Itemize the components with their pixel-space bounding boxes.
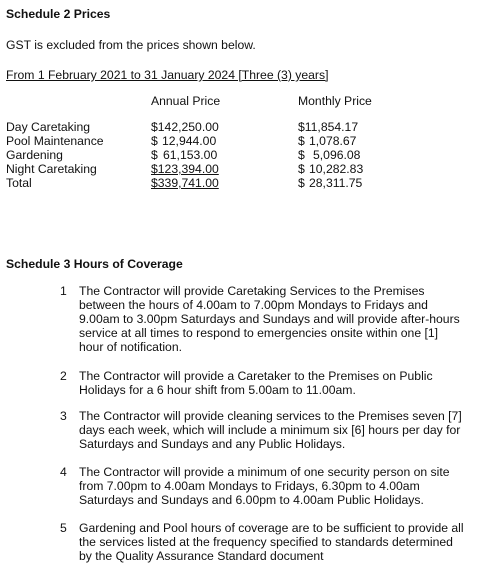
item-text: Gardening and Pool hours of coverage are to be sufficient to provide all the services listed at the frequency specified to standards determined by the Quality Assurance Standard document bbox=[79, 521, 464, 563]
annual-price: $123,394.00 bbox=[151, 162, 219, 176]
item-number: 5 bbox=[60, 521, 67, 535]
item-text: The Contractor will provide Caretaking Services to the Premises between the hours of 4.00am to 7.00pm Mondays to Fridays and 9.00am to 3.00pm Saturdays and Sundays and will provide after-hours service at all times to respond to emergencies onsite within one [1] hour of notification. bbox=[79, 284, 460, 354]
row-label: Day Caretaking bbox=[6, 120, 90, 134]
item-text: The Contractor will provide cleaning services to the Premises seven [7] days each week, which will include a minimum six [6] hours per day for Saturdays and Sundays and any Public Holidays. bbox=[79, 409, 462, 451]
item-number: 3 bbox=[60, 409, 67, 423]
row-label: Gardening bbox=[6, 148, 63, 162]
annual-price: $339,741.00 bbox=[151, 176, 219, 190]
gst-note: GST is excluded from the prices shown below. bbox=[6, 38, 256, 52]
schedule-2-heading: Schedule 2 Prices bbox=[6, 7, 111, 21]
table-row bbox=[0, 120, 479, 134]
item-text: The Contractor will provide a minimum of one security person on site from 7.00pm to 4.00am Mondays to Fridays, 6.30pm to 4.00am Saturdays and Sundays and 6.00pm to 4.00am Public Holidays. bbox=[79, 465, 450, 507]
schedule-3-heading: Schedule 3 Hours of Coverage bbox=[6, 257, 183, 271]
amount: 1,078.67 bbox=[309, 134, 357, 148]
item-text: The Contractor will provide a Caretaker to the Premises on Public Holidays for a 6 hour shift from 5.00am to 11.00am. bbox=[79, 369, 433, 397]
table-row bbox=[0, 134, 479, 148]
amount: 28,311.75 bbox=[309, 176, 363, 190]
item-number: 4 bbox=[60, 465, 67, 479]
price-table-header bbox=[0, 94, 479, 108]
annual-price: $142,250.00 bbox=[151, 120, 219, 134]
item-number: 1 bbox=[60, 284, 67, 298]
monthly-price: $11,854.17 bbox=[298, 120, 359, 134]
amount: 5,096.08 bbox=[313, 148, 361, 162]
contract-period: From 1 February 2021 to 31 January 2024 [Three (3) years] bbox=[6, 68, 329, 82]
table-row-total bbox=[0, 176, 479, 190]
row-label: Night Caretaking bbox=[6, 162, 97, 176]
currency-symbol: $ bbox=[298, 176, 305, 190]
table-row bbox=[0, 162, 479, 176]
row-label: Total bbox=[6, 176, 32, 190]
currency-symbol: $ bbox=[298, 162, 305, 176]
amount: 10,282.83 bbox=[309, 162, 364, 176]
currency-symbol: $ bbox=[298, 148, 305, 162]
row-label: Pool Maintenance bbox=[6, 134, 104, 148]
amount: 12,944.00 bbox=[162, 134, 217, 148]
item-number: 2 bbox=[60, 369, 67, 383]
currency-symbol: $ bbox=[151, 134, 158, 148]
table-row bbox=[0, 148, 479, 162]
column-header-monthly-price: Monthly Price bbox=[298, 94, 372, 108]
amount: 61,153.00 bbox=[163, 148, 218, 162]
currency-symbol: $ bbox=[298, 134, 305, 148]
column-header-annual-price: Annual Price bbox=[151, 94, 221, 108]
currency-symbol: $ bbox=[151, 148, 158, 162]
